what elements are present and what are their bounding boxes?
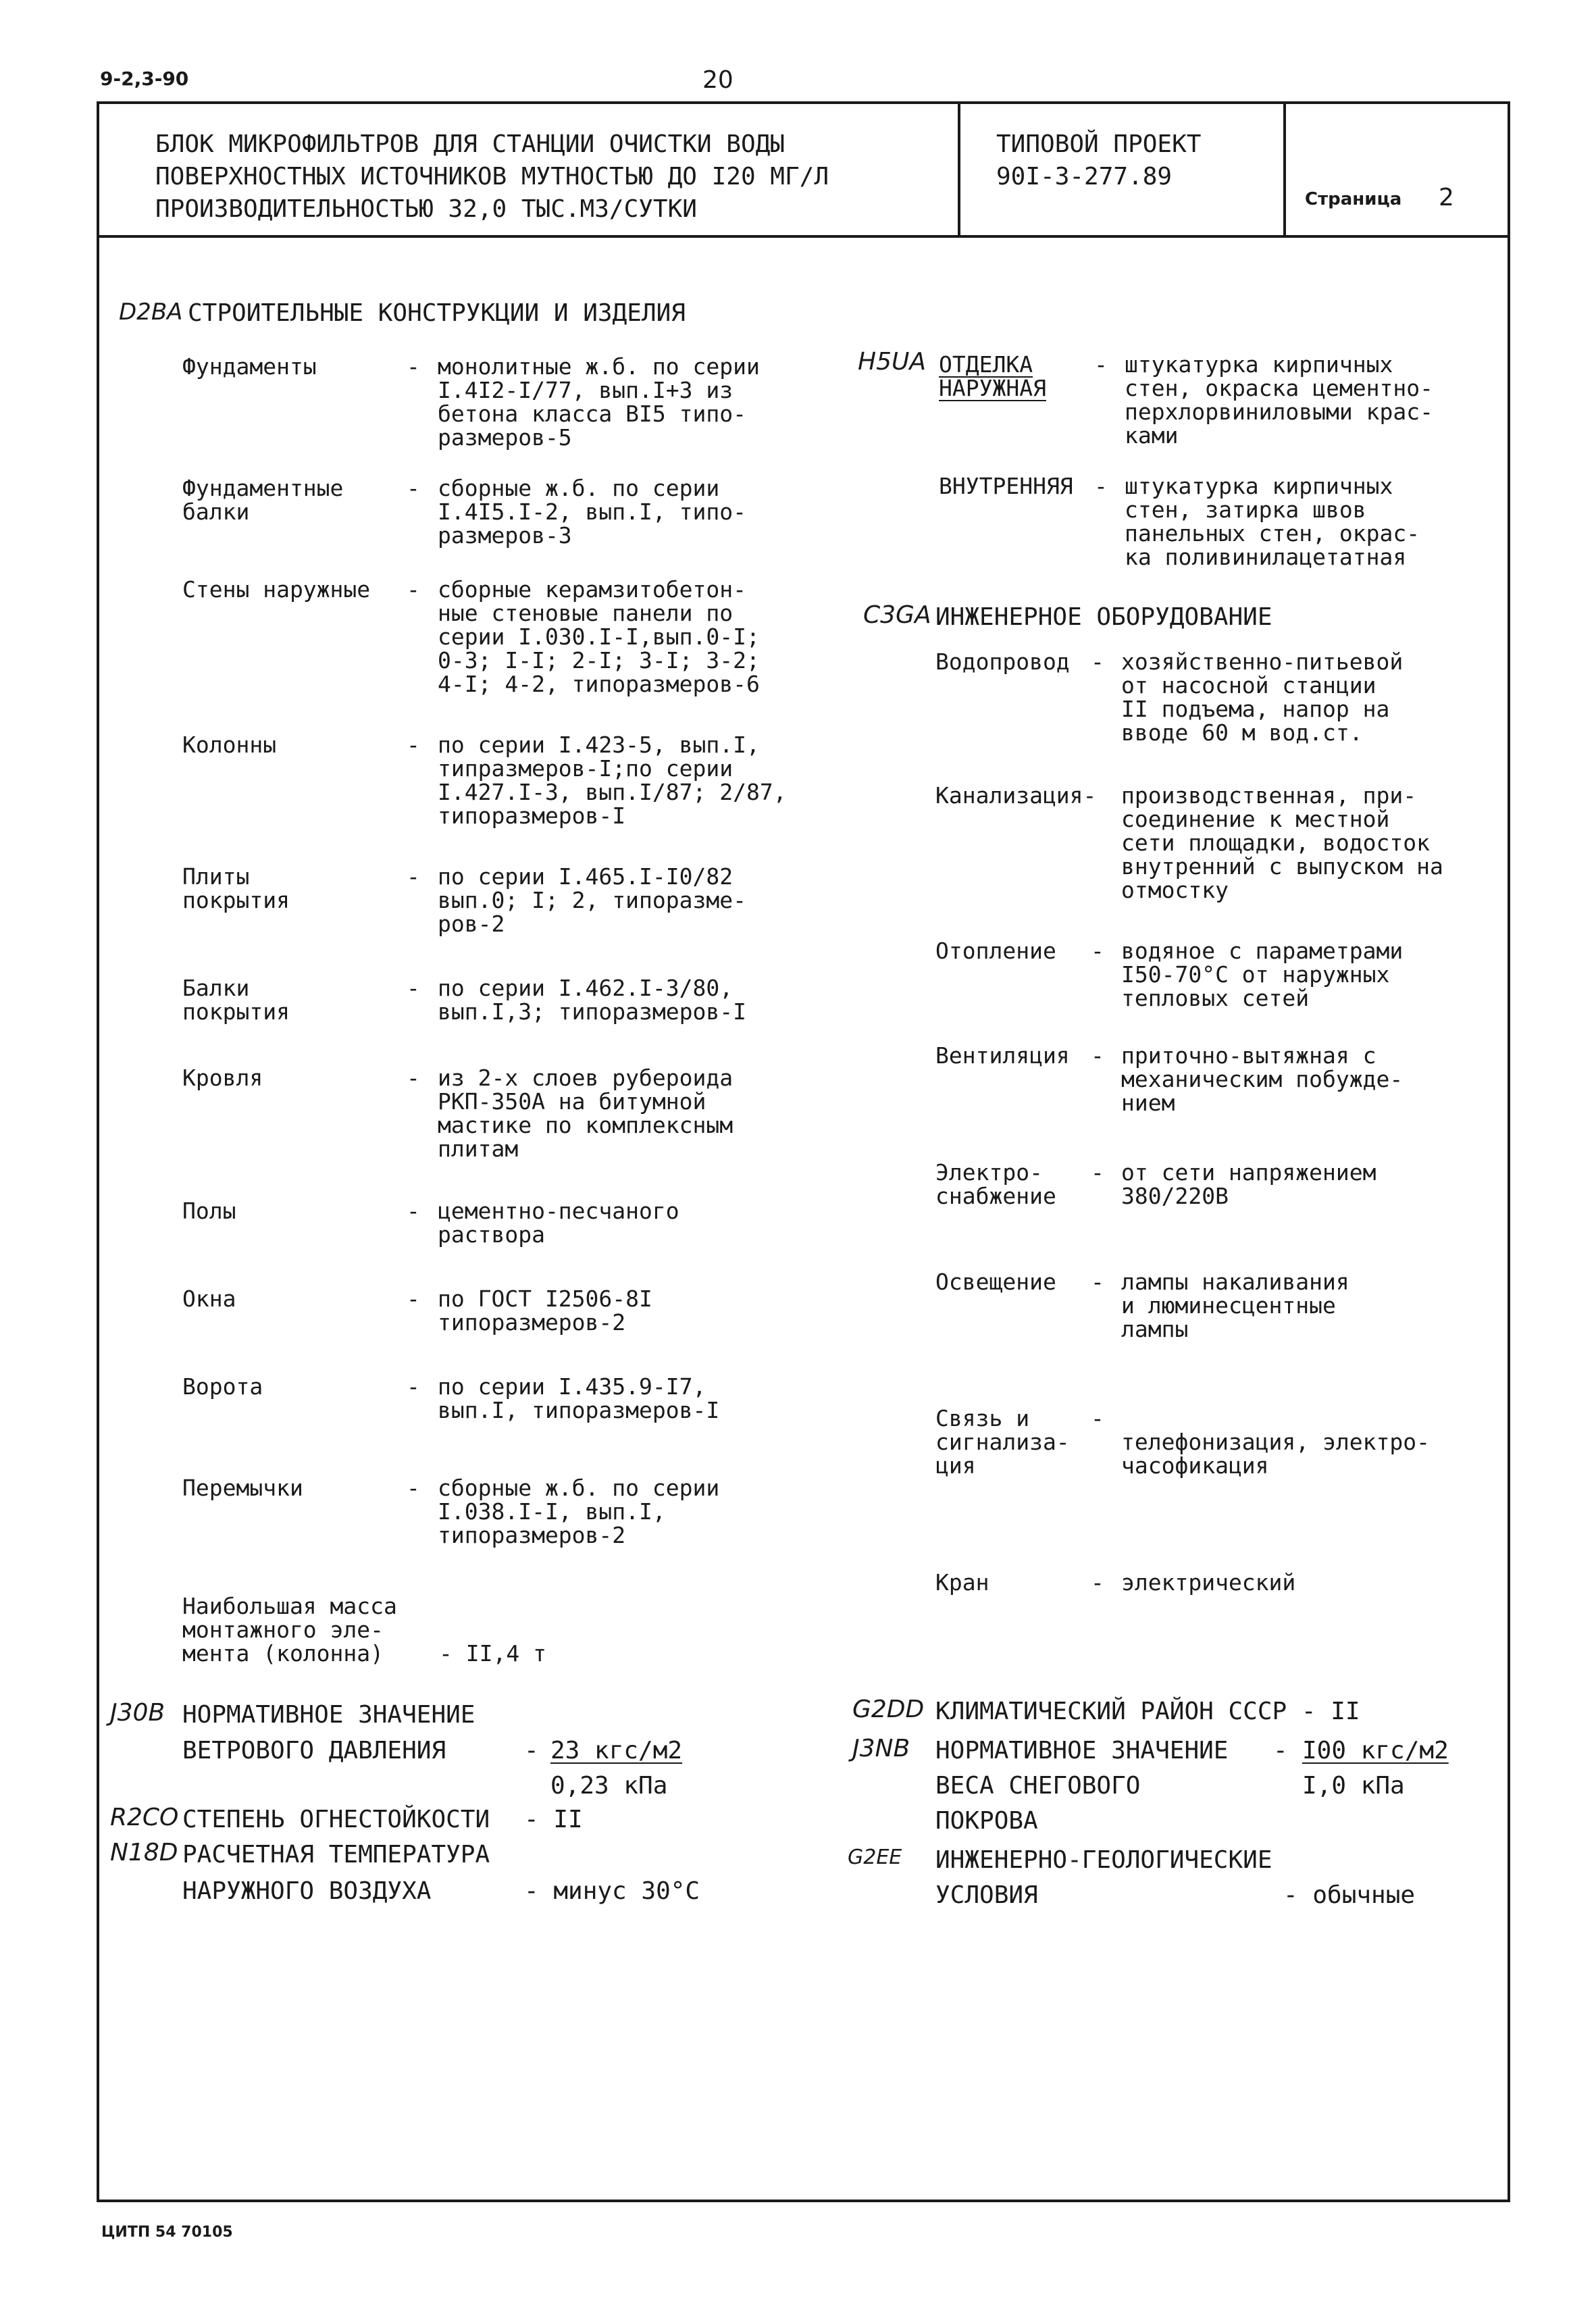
equipment-title: ИНЖЕНЕРНОЕ ОБОРУДОВАНИЕ: [935, 603, 1272, 631]
project-label: ТИПОВОЙ ПРОЕКТ: [996, 130, 1202, 158]
equipment-item-label: Вентиляция: [935, 1042, 1070, 1069]
equipment-item-text: телефонизация, электро- часофикация: [1121, 1429, 1430, 1479]
construction-item-dash: -: [407, 475, 420, 501]
equipment-item-text: хозяйственно-питьевой от насосной станции II подъема, напор на вводе 60 м вод.ст.: [1121, 649, 1404, 746]
equipment-item-text: электрический: [1121, 1569, 1296, 1596]
equipment-item-text: производственная, при- соединение к местной сети площадки, водосток внутренний с выпуском на отмостку: [1121, 782, 1443, 903]
header-divider-2: [1283, 101, 1286, 236]
doc-number: 9-2,3-90: [100, 68, 189, 90]
construction-item-text: из 2-х слоев рубероида РКП-350А на битумной мастике по комплексным плитам: [438, 1065, 733, 1162]
equipment-item-dash: -: [1091, 1269, 1104, 1295]
temp-label-2: НАРУЖНОГО ВОЗДУХА: [182, 1877, 432, 1905]
equipment-item-label: Кран: [935, 1569, 989, 1596]
fire-label: СТЕПЕНЬ ОГНЕСТОЙКОСТИ: [182, 1806, 490, 1833]
construction-item-text: по ГОСТ I2506-8I типоразмеров-2: [438, 1286, 652, 1336]
geo-label: ИНЖЕНЕРНО-ГЕОЛОГИЧЕСКИЕ: [935, 1846, 1272, 1874]
construction-item-label: Фундаментные балки: [182, 475, 344, 525]
finish-inner-text: штукатурка кирпичных стен, затирка швов панельных стен, окрас- ка поливинилацетатная: [1125, 473, 1420, 570]
frame-right: [1508, 101, 1510, 2202]
snow-label-3: ПОКРОВА: [935, 1807, 1038, 1835]
equipment-code: C3GA: [863, 601, 931, 629]
temp-label: РАСЧЕТНАЯ ТЕМПЕРАТУРА: [182, 1841, 490, 1869]
construction-item-label: Фундаменты: [182, 353, 317, 380]
construction-item-label: Окна: [182, 1286, 236, 1312]
construction-item-label: Плиты покрытия: [182, 863, 290, 913]
equipment-item-label: Отопление: [935, 938, 1056, 964]
equipment-item-dash: -: [1091, 1405, 1104, 1431]
snow-label-2: ВЕСА СНЕГОВОГО: [935, 1772, 1141, 1800]
header-title: [155, 128, 946, 226]
finish-inner-label: ВНУТРЕННЯЯ: [939, 473, 1073, 499]
footer-stamp: ЦИТП 54 70105: [101, 2224, 233, 2241]
geo-code: G2EE: [848, 1846, 902, 1869]
fire-value: - II: [524, 1806, 583, 1833]
wind-value-2: 0,23 кПа: [550, 1772, 668, 1800]
finish-inner-dash: -: [1094, 473, 1108, 499]
wind-label-2: ВЕТРОВОГО ДАВЛЕНИЯ: [182, 1737, 446, 1764]
snow-value-2: I,0 кПа: [1302, 1772, 1405, 1800]
snow-code: J3NB: [852, 1735, 910, 1762]
equipment-item-text: от сети напряжением 380/220В: [1121, 1159, 1376, 1209]
equipment-item-label: Связь и сигнализа- ция: [935, 1405, 1070, 1479]
construction-item-text: сборные ж.б. по серии I.4I5.I-2, вып.I, типо- размеров-3: [438, 475, 746, 549]
finish-code: H5UA: [858, 348, 926, 376]
temp-code: N18D: [110, 1839, 178, 1866]
equipment-item-dash: -: [1091, 1042, 1104, 1069]
equipment-item-dash: -: [1091, 649, 1104, 675]
finish-outer-label: ОТДЕЛКА НАРУЖНАЯ: [939, 351, 1046, 401]
project-number: 90I-3-277.89: [996, 163, 1173, 190]
mass-label: Наибольшая масса монтажного эле- мента (колонна): [182, 1593, 397, 1667]
section-title-construction: СТРОИТЕЛЬНЫЕ КОНСТРУКЦИИ И ИЗДЕЛИЯ: [188, 299, 686, 327]
construction-item-dash: -: [407, 576, 420, 603]
construction-item-text: цементно-песчаного раствора: [438, 1198, 679, 1248]
equipment-item-label: Освещение: [935, 1269, 1056, 1295]
construction-item-dash: -: [407, 1286, 420, 1312]
construction-item-text: сборные ж.б. по серии I.038.I-I, вып.I, типоразмеров-2: [438, 1475, 720, 1548]
page-label: Страница: [1305, 189, 1402, 209]
construction-item-dash: -: [407, 863, 420, 890]
construction-item-text: по серии I.423-5, вып.I, типразмеров-I;по серии I.427.I-3, вып.I/87; 2/87, типоразмеров-I: [438, 732, 787, 829]
equipment-item-dash: -: [1091, 1159, 1104, 1186]
equipment-item-label: Водопровод: [935, 649, 1070, 675]
mass-value: - II,4 т: [439, 1640, 546, 1667]
fire-code: R2CO: [110, 1804, 179, 1831]
header-title-line-3: ПРОИЗВОДИТЕЛЬНОСТЬЮ 32,0 ТЫС.М3/СУТКИ: [155, 195, 697, 223]
construction-item-label: Балки покрытия: [182, 975, 290, 1025]
construction-item-dash: -: [407, 1475, 420, 1501]
section-code-construction: D2BA: [119, 299, 183, 326]
header-title-line-2: ПОВЕРХНОСТНЫХ ИСТОЧНИКОВ МУТНОСТЬЮ ДО I20 МГ/Л: [155, 163, 829, 190]
equipment-item-label: Электро- снабжение: [935, 1159, 1056, 1209]
construction-item-label: Стены наружные: [182, 576, 371, 603]
construction-item-label: Колонны: [182, 732, 277, 758]
construction-item-dash: -: [407, 1198, 420, 1224]
snow-label: НОРМАТИВНОЕ ЗНАЧЕНИЕ: [935, 1737, 1229, 1764]
header-divider-1: [958, 101, 960, 236]
construction-item-dash: -: [407, 975, 420, 1001]
construction-item-text: по серии I.435.9-I7, вып.I, типоразмеров-I: [438, 1373, 720, 1423]
wind-value: 23 кгс/м2: [550, 1737, 683, 1764]
geo-label-2: УСЛОВИЯ: [935, 1881, 1038, 1909]
header-bottom-line: [97, 235, 1510, 238]
finish-outer-dash: -: [1094, 351, 1108, 378]
construction-item-label: Перемычки: [182, 1475, 303, 1501]
construction-item-dash: -: [407, 1065, 420, 1091]
snow-value: I00 кгс/м2: [1302, 1737, 1449, 1764]
climate-code: G2DD: [852, 1696, 925, 1723]
construction-item-text: по серии I.465.I-I0/82 вып.0; I; 2, типоразме- ров-2: [438, 863, 746, 937]
construction-item-text: сборные керамзитобетон- ные стеновые панели по серии I.030.I-I,вып.0-I; 0-3; I-I; 2-I; 3-I; 3-2; 4-I; 4-2, типоразмеров-6: [438, 576, 760, 697]
wind-label: НОРМАТИВНОЕ ЗНАЧЕНИЕ: [182, 1701, 475, 1729]
construction-item-dash: -: [407, 1373, 420, 1400]
construction-item-label: Кровля: [182, 1065, 263, 1091]
page-value: 2: [1439, 184, 1454, 211]
equipment-item-dash: -: [1091, 1569, 1104, 1596]
climate-text: КЛИМАТИЧЕСКИЙ РАЙОН СССР - II: [935, 1698, 1360, 1725]
frame-bottom: [97, 2200, 1510, 2202]
snow-dash: -: [1273, 1737, 1288, 1764]
temp-value: - минус 30°С: [524, 1877, 700, 1905]
equipment-item-text: приточно-вытяжная с механическим побужде- нием: [1121, 1042, 1404, 1116]
finish-outer-text: штукатурка кирпичных стен, окраска цементно- перхлорвиниловыми крас- ками: [1125, 351, 1433, 449]
equipment-item-text: лампы накаливания и люминесцентные лампы: [1121, 1269, 1349, 1342]
construction-item-label: Ворота: [182, 1373, 263, 1400]
equipment-item-label: Канализация-: [935, 782, 1097, 809]
equipment-item-text: водяное с параметрами I50-70°С от наружных тепловых сетей: [1121, 938, 1404, 1011]
equipment-item-dash: -: [1091, 938, 1104, 964]
construction-item-dash: -: [407, 353, 420, 380]
frame-top: [97, 101, 1510, 104]
wind-code: J30B: [110, 1699, 165, 1727]
construction-item-label: Полы: [182, 1198, 236, 1224]
header-title-line-1: БЛОК МИКРОФИЛЬТРОВ ДЛЯ СТАНЦИИ ОЧИСТКИ ВОДЫ: [155, 130, 785, 158]
geo-value: - обычные: [1283, 1881, 1416, 1909]
wind-dash: -: [524, 1737, 539, 1764]
frame-left: [97, 101, 99, 2202]
construction-item-text: по серии I.462.I-3/80, вып.I,3; типоразмеров-I: [438, 975, 746, 1025]
construction-item-text: монолитные ж.б. по серии I.4I2-I/77, вып.I+3 из бетона класса BI5 типо- размеров-5: [438, 353, 760, 451]
page-number: 20: [702, 66, 733, 94]
construction-item-dash: -: [407, 732, 420, 758]
